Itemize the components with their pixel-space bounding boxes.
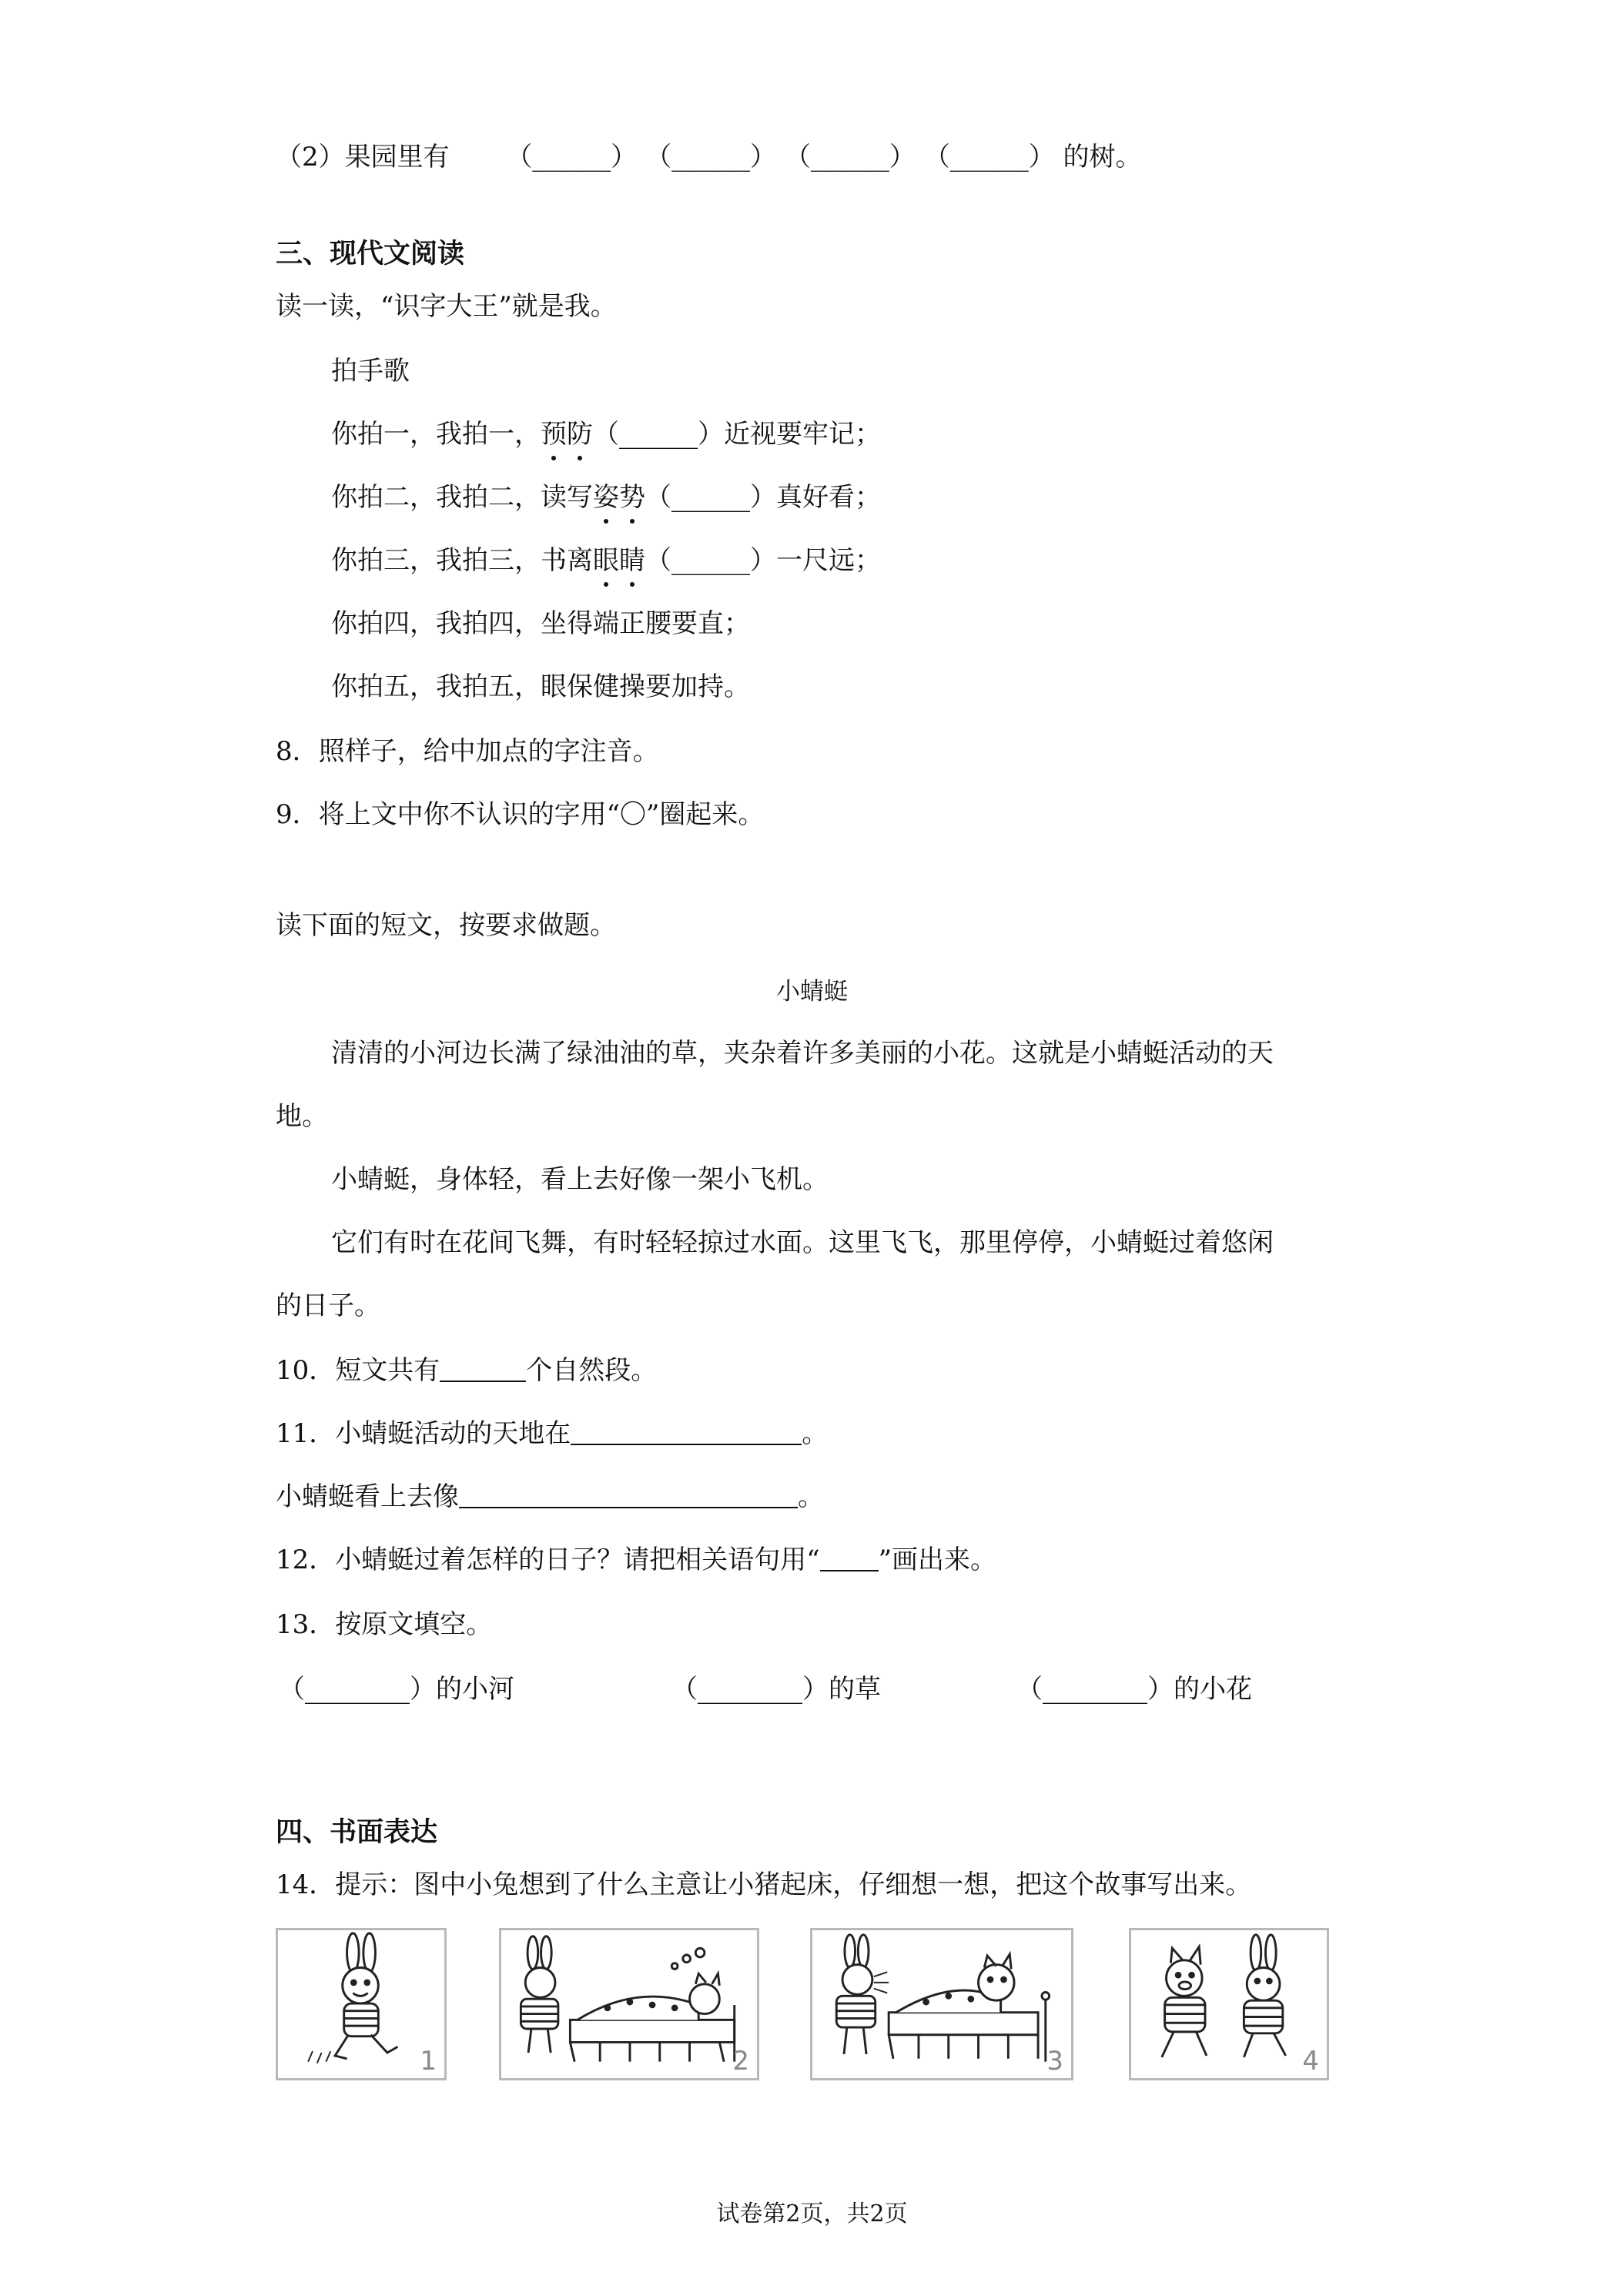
page-footer: 试卷第2页，共2页 xyxy=(716,2201,908,2227)
panel-number: 1 xyxy=(420,2046,437,2077)
question-8: 8．照样子，给中加点的字注音。 xyxy=(276,736,659,767)
rabbit-waking-pig-illustration xyxy=(812,1930,1071,2078)
answer-blank[interactable] xyxy=(571,1421,802,1445)
dotted-char: 睛 xyxy=(619,542,645,579)
question-12 xyxy=(276,1541,996,1578)
comic-panel-4 xyxy=(1129,1928,1329,2080)
question-14: 14．提示：图中小兔想到了什么主意让小猪起床，仔细想一想，把这个故事写出来。 xyxy=(276,1869,1252,1900)
q2-blank-1[interactable]: （______） xyxy=(506,142,638,172)
question-10-end: 个自然段。 xyxy=(526,1355,658,1386)
poem-line-4: 你拍四，我拍四，坐得端正腰要直； xyxy=(331,608,750,639)
pig-rabbit-running-illustration xyxy=(1131,1930,1327,2078)
poem-line-2-rest[interactable]: （______）真好看； xyxy=(645,482,881,513)
q2-line xyxy=(276,139,1142,176)
q13-item-1[interactable]: （________）的小河 xyxy=(279,1674,514,1705)
dotted-char: 姿 xyxy=(593,479,619,516)
passage-title: 小蜻蜓 xyxy=(776,978,848,1006)
poem-line-3 xyxy=(331,542,881,579)
section3-intro: 读一读，“识字大王”就是我。 xyxy=(276,291,617,322)
question-13: 13．按原文填空。 xyxy=(276,1609,493,1640)
passage-p1-line2: 地。 xyxy=(276,1101,328,1132)
question-11-text: 11．小蜻蜓活动的天地在 xyxy=(276,1418,571,1449)
dotted-char: 眼 xyxy=(593,542,619,579)
underline-sample xyxy=(820,1547,879,1571)
poem-line-2-text: 你拍二，我拍二，读写 xyxy=(331,482,593,513)
q13-item-3[interactable]: （________）的小花 xyxy=(1016,1674,1252,1705)
poem-line-3-rest[interactable]: （______）一尺远； xyxy=(645,545,881,576)
question-10-text: 10．短文共有 xyxy=(276,1355,440,1386)
section3-title: 三、现代文阅读 xyxy=(276,239,465,269)
rabbit-pig-sleeping-illustration xyxy=(501,1930,757,2078)
poem-line-1-text: 你拍一，我拍一， xyxy=(331,419,541,450)
question-12-text: 12．小蜻蜓过着怎样的日子？请把相关语句用“ xyxy=(276,1545,820,1575)
q2-blank-3[interactable]: （______） xyxy=(784,142,916,172)
comic-panel-3 xyxy=(810,1928,1073,2080)
passage-p3-line2: 的日子。 xyxy=(276,1290,380,1321)
poem-line-2 xyxy=(331,479,881,516)
passage-p1-line1: 清清的小河边长满了绿油油的草，夹杂着许多美丽的小花。这就是小蜻蜓活动的天 xyxy=(331,1038,1274,1069)
panel-number: 2 xyxy=(732,2046,749,2077)
poem-line-1 xyxy=(331,416,881,453)
comic-panel-1 xyxy=(276,1928,447,2080)
question-11b xyxy=(276,1478,824,1515)
q13-item-2[interactable]: （________）的草 xyxy=(671,1674,881,1705)
question-11 xyxy=(276,1415,828,1452)
dotted-char: 预 xyxy=(541,416,567,453)
passage-p3-line1: 它们有时在花间飞舞，有时轻轻掠过水面。这里飞飞，那里停停，小蜻蜓过着悠闲 xyxy=(331,1227,1274,1258)
panel-number: 4 xyxy=(1302,2046,1319,2077)
passage-p2: 小蜻蜓，身体轻，看上去好像一架小飞机。 xyxy=(331,1164,829,1195)
answer-blank[interactable] xyxy=(459,1484,798,1508)
question-11b-text: 小蜻蜓看上去像 xyxy=(276,1481,459,1512)
question-11-end: 。 xyxy=(802,1418,829,1449)
question-10 xyxy=(276,1352,657,1389)
q2-blank-4[interactable]: （______） xyxy=(923,142,1055,172)
poem-line-3-text: 你拍三，我拍三，书离 xyxy=(331,545,593,576)
question-11b-end: 。 xyxy=(798,1481,824,1512)
q2-prefix: （2）果园里有 xyxy=(276,142,450,172)
section4-title: 四、书面表达 xyxy=(276,1817,438,1848)
q2-blank-2[interactable]: （______） xyxy=(645,142,777,172)
poem-title: 拍手歌 xyxy=(331,356,410,387)
comic-panel-2 xyxy=(499,1928,759,2080)
q2-suffix: 的树。 xyxy=(1063,142,1142,172)
question-9: 9．将上文中你不认识的字用“〇”圈起来。 xyxy=(276,799,765,830)
question-12-end: ”画出来。 xyxy=(878,1545,997,1575)
panel-number: 3 xyxy=(1046,2046,1063,2077)
dotted-char: 防 xyxy=(567,416,593,453)
answer-blank[interactable] xyxy=(440,1357,526,1382)
poem-line-5: 你拍五，我拍五，眼保健操要加持。 xyxy=(331,671,750,702)
poem-line-1-rest[interactable]: （______）近视要牢记； xyxy=(593,419,881,450)
dotted-char: 势 xyxy=(619,479,645,516)
passage-intro: 读下面的短文，按要求做题。 xyxy=(276,910,616,941)
